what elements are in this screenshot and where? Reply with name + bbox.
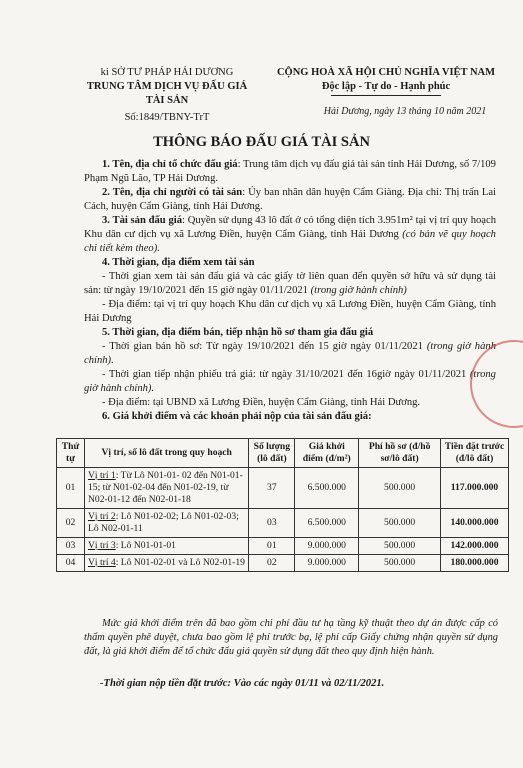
row-quantity: 01	[249, 538, 295, 555]
section-5-line-2	[84, 368, 496, 396]
row-location	[84, 509, 248, 538]
section-1	[84, 158, 496, 186]
section-1-text: : Trung tâm dịch vụ đấu giá tài sản tỉnh Hải Dương, số 7/109 Phạm Ngũ Lão, TP Hải Dương.	[84, 159, 496, 184]
col-header-location: Vị trí, số lô đất trong quy hoạch	[84, 439, 248, 468]
col-header-deposit: Tiền đặt trước (đ/lô đất)	[441, 439, 509, 468]
row-stt: 03	[57, 538, 85, 555]
section-2-text: : Ủy ban nhân dân huyện Cẩm Giàng. Địa chỉ: Thị trấn Lai Cách, huyện Cẩm Giàng, tỉnh Hải Dương.	[84, 187, 497, 212]
issuer-organization: TRUNG TÂM DỊCH VỤ ĐẤU GIÁ TÀI SẢN	[86, 81, 248, 106]
national-motto-block	[262, 66, 510, 96]
row-deposit: 180.000.000	[441, 555, 509, 572]
location-text: : Lô N01-02-02; Lô N01-02-03; Lô N02-01-11	[87, 511, 239, 534]
document-number: Số:1849/TBNY-TrT	[124, 112, 210, 123]
price-note-text: Mức giá khởi điểm trên đã bao gồm chi phí đầu tư hạ tầng kỹ thuật theo dự án được cấp có thẩm quyền phê duyệt, chưa bao gồm lệ phí trước bạ, lệ phí cấp Giấy chứng nhận quyền sử dụng đất, là giá khởi điểm để tổ chức đấu giá quyền sử dụng đất theo quy định hiện hành.	[84, 618, 498, 657]
row-deposit: 140.000.000	[441, 509, 509, 538]
issuer-ministry: ki SỞ TƯ PHÁP HẢI DƯƠNG	[100, 67, 234, 78]
section-1-heading: 1. Tên, địa chỉ tổ chức đấu giá	[102, 159, 238, 170]
row-file-fee: 500.000	[359, 509, 441, 538]
section-3-heading: 3. Tài sản đấu giá	[102, 215, 182, 226]
row-file-fee: 500.000	[359, 468, 441, 509]
motto-underline	[331, 95, 441, 96]
location-text: : Lô N01-02-01 và Lô N02-01-19	[115, 557, 245, 568]
price-notes	[84, 617, 498, 659]
section-6-heading: 6. Giá khởi điểm và các khoản phải nộp của tài sản đấu giá:	[102, 411, 372, 422]
section-4-line-1	[84, 270, 496, 298]
row-file-fee: 500.000	[359, 555, 441, 572]
section-4-line-2: - Địa điểm: tại vị trí quy hoạch Khu dân cư dịch vụ xã Lương Điền, huyện Cẩm Giàng, tỉnh Hải Dương	[84, 299, 496, 324]
row-location	[84, 468, 248, 509]
section-3-note: (có bản vẽ quy hoạch chi tiết kèm theo).	[84, 229, 496, 254]
section-5-line-1	[84, 340, 496, 368]
row-stt: 01	[57, 468, 85, 509]
section-5-line-2-text: - Thời gian tiếp nhận phiếu trả giá: từ ngày 31/10/2021 đến 16giờ ngày 01/11/2021	[102, 369, 467, 380]
issuer-block	[82, 66, 252, 125]
location-text: : Từ Lô N01-01- 02 đến N01-01-15; từ N01-02-04 đến N01-02-19, từ N02-01-12 đến N02-01-18	[87, 470, 243, 505]
row-stt: 02	[57, 509, 85, 538]
section-5-line-1-text: - Thời gian bán hồ sơ: Từ ngày 19/10/2021 đến 15 giờ ngày 01/11/2021	[102, 341, 423, 352]
row-deposit: 117.000.000	[441, 468, 509, 509]
table-row	[57, 468, 509, 509]
col-header-quantity: Số lượng (lô đất)	[249, 439, 295, 468]
location-label: Vị trí 3	[87, 540, 116, 551]
col-header-stt: Thứ tự	[57, 439, 85, 468]
col-header-starting-price: Giá khởi điểm (đ/m²)	[295, 439, 359, 468]
section-5-heading: 5. Thời gian, địa điểm bán, tiếp nhận hồ sơ tham gia đấu giá	[102, 327, 374, 338]
row-file-fee: 500.000	[359, 538, 441, 555]
section-4-line-1-note: (trong giờ hành chính)	[310, 285, 407, 296]
deposit-deadline: -Thời gian nộp tiền đặt trước: Vào các ngày 01/11 và 02/11/2021.	[100, 678, 385, 689]
location-label: Vị trí 1	[87, 470, 116, 481]
section-5-line-1-note: (trong giờ hành chính).	[84, 341, 496, 366]
national-title: CỘNG HOÀ XÃ HỘI CHỦ NGHĨA VIỆT NAM	[276, 67, 496, 78]
issue-date: Hải Dương, ngày 13 tháng 10 năm 2021	[323, 106, 487, 117]
location-label: Vị trí 2	[87, 511, 116, 522]
section-2-heading: 2. Tên, địa chỉ người có tài sản	[102, 187, 243, 198]
section-4-heading: 4. Thời gian, địa điểm xem tài sản	[102, 257, 255, 268]
location-text: : Lô N01-01-01	[115, 540, 176, 551]
row-location	[84, 555, 248, 572]
row-starting-price: 9.000.000	[295, 555, 359, 572]
section-2	[84, 186, 496, 214]
notice-body	[84, 158, 496, 424]
row-starting-price: 6.500.000	[295, 509, 359, 538]
national-motto: Độc lập - Tự do - Hạnh phúc	[321, 81, 451, 92]
page-title: THÔNG BÁO ĐẤU GIÁ TÀI SẢN	[153, 134, 370, 150]
section-5-line-3: - Địa điểm: tại UBND xã Lương Điền, huyện Cẩm Giàng, tỉnh Hải Dương.	[102, 397, 421, 408]
row-starting-price: 6.500.000	[295, 468, 359, 509]
col-header-file-fee: Phí hồ sơ (đ/hồ sơ/lô đất)	[359, 439, 441, 468]
row-stt: 04	[57, 555, 85, 572]
row-quantity: 02	[249, 555, 295, 572]
section-3	[84, 214, 496, 256]
location-label: Vị trí 4	[87, 557, 116, 568]
row-quantity: 03	[249, 509, 295, 538]
section-5-line-2-note: (trong giờ hành chính).	[84, 369, 496, 394]
table-row	[57, 509, 509, 538]
table-row	[57, 538, 509, 555]
row-starting-price: 9.000.000	[295, 538, 359, 555]
table-row	[57, 555, 509, 572]
row-location	[84, 538, 248, 555]
row-quantity: 37	[249, 468, 295, 509]
section-3-text: : Quyền sử dụng 43 lô đất ở có tổng diện tích 3.951m² tại vị trí quy hoạch Khu dân cư dịch vụ xã Lương Điền, huyện Cẩm Giàng, tỉnh Hải Dương	[84, 215, 496, 240]
table-header-row	[57, 439, 509, 468]
asset-price-table	[56, 438, 509, 572]
section-4-line-1-text: - Thời gian xem tài sản đấu giá và các giấy tờ liên quan đến quyền sở hữu và sử dụng tài sản: từ ngày 19/10/2021 đến 15 giờ ngày 01/11/2021	[84, 271, 496, 296]
row-deposit: 142.000.000	[441, 538, 509, 555]
